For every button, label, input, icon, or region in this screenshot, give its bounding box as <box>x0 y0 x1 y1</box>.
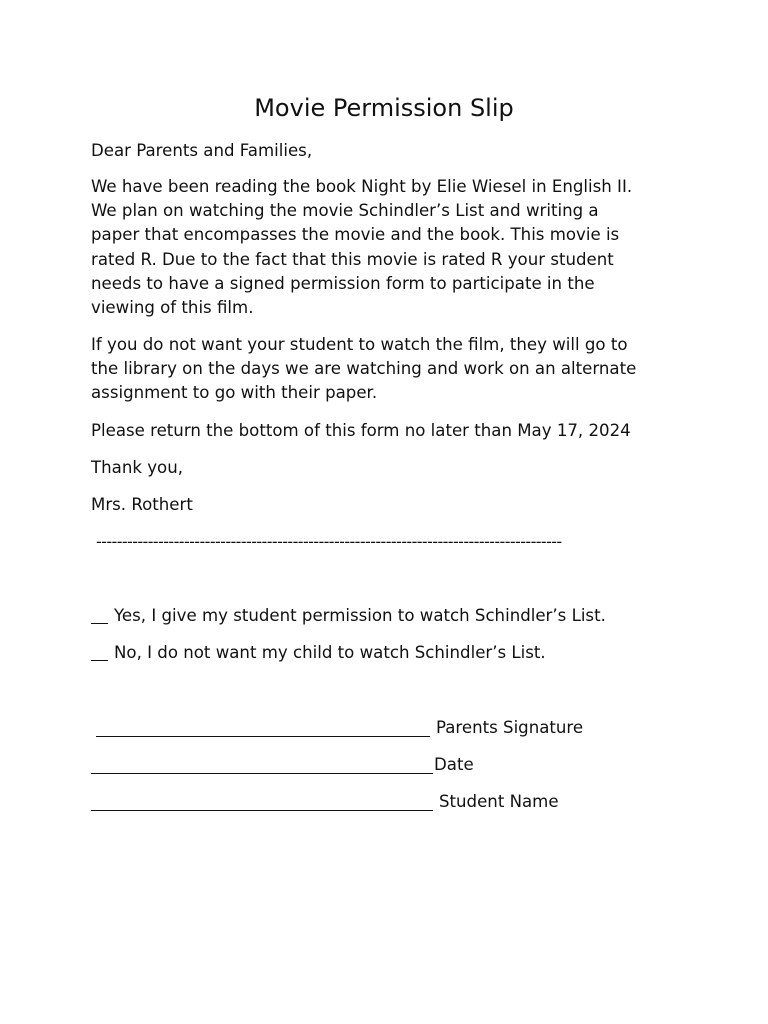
intro-line: needs to have a signed permission form to participate in the <box>91 273 595 293</box>
option-no-blank[interactable] <box>91 660 108 661</box>
option-yes-blank[interactable] <box>91 623 108 624</box>
option-no-label: No, I do not want my child to watch Schindler’s List. <box>114 643 546 662</box>
date-label: Date <box>434 755 474 774</box>
page-title: Movie Permission Slip <box>254 94 514 122</box>
student-name-label: Student Name <box>439 792 559 811</box>
option-no[interactable] <box>91 641 546 665</box>
alternate-paragraph <box>91 333 681 406</box>
intro-paragraph <box>91 175 681 320</box>
student-name-row <box>91 790 559 814</box>
cut-line-divider: ------------------------------------------------------------------------------------------ <box>96 532 562 551</box>
student-name-field[interactable] <box>91 810 433 811</box>
parent-signature-row <box>96 716 583 740</box>
intro-line: We plan on watching the movie Schindler’s List and writing a <box>91 201 599 221</box>
date-field[interactable] <box>91 773 433 774</box>
parent-signature-label: Parents Signature <box>436 718 584 737</box>
parent-signature-field[interactable] <box>96 736 430 737</box>
greeting: Dear Parents and Families, <box>91 141 313 160</box>
teacher-name: Mrs. Rothert <box>91 495 193 514</box>
intro-line: viewing of this film. <box>91 298 254 318</box>
return-notice: Please return the bottom of this form no later than May 17, 2024 <box>91 421 631 440</box>
closing: Thank you, <box>91 458 183 477</box>
alternate-line: assignment to go with their paper. <box>91 383 378 403</box>
intro-line: rated R. Due to the fact that this movie is rated R your student <box>91 249 614 269</box>
intro-line: paper that encompasses the movie and the book. This movie is <box>91 225 620 245</box>
option-yes[interactable] <box>91 604 606 628</box>
alternate-line: If you do not want your student to watch the film, they will go to <box>91 335 628 354</box>
date-row <box>91 753 474 777</box>
alternate-line: the library on the days we are watching and work on an alternate <box>91 359 637 379</box>
option-yes-label: Yes, I give my student permission to watch Schindler’s List. <box>114 606 606 625</box>
intro-line: We have been reading the book Night by Elie Wiesel in English II. <box>91 177 633 196</box>
